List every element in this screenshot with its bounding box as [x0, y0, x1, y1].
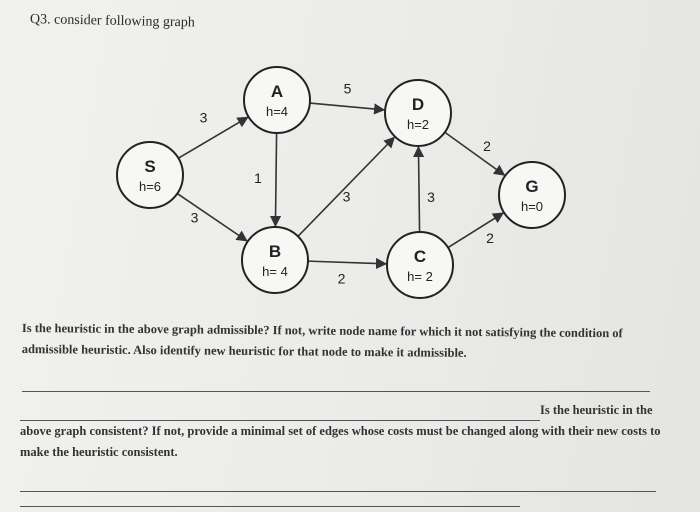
- node-heuristic-C: h= 2: [407, 269, 433, 284]
- node-A: [244, 67, 310, 133]
- answer-line-1: [22, 391, 650, 392]
- question-title: Q3. consider following graph: [29, 12, 195, 31]
- edge-cost-S-A: 3: [199, 109, 208, 126]
- edge-cost-A-D: 5: [343, 80, 352, 97]
- node-C: [387, 232, 453, 298]
- edge-cost-S-B: 3: [190, 209, 199, 226]
- node-heuristic-D: h=2: [406, 117, 430, 132]
- edge-cost-B-C: 2: [337, 270, 346, 287]
- node-name-A: A: [270, 82, 284, 101]
- node-D: [385, 80, 451, 146]
- node-heuristic-S: h=6: [138, 179, 162, 194]
- consistency-question: [20, 400, 670, 463]
- edge-cost-B-D: 3: [342, 188, 351, 205]
- edge-B-D: [298, 137, 394, 236]
- node-S: [117, 142, 183, 208]
- node-heuristic-G: h=0: [520, 199, 544, 214]
- node-name-B: B: [268, 242, 282, 261]
- answer-line-3: [20, 491, 656, 492]
- edge-B-C: [308, 261, 386, 264]
- node-heuristic-A: h=4: [265, 104, 289, 119]
- node-name-G: G: [525, 177, 539, 196]
- edge-cost-D-G: 2: [483, 138, 491, 154]
- edge-C-D: [418, 147, 419, 232]
- edge-A-D: [310, 103, 384, 110]
- node-G: [499, 162, 565, 228]
- edge-S-A: [178, 117, 247, 158]
- consistency-lead-text: Is the heuristic in: [540, 403, 633, 417]
- node-name-S: S: [144, 157, 156, 176]
- edge-C-G: [448, 213, 503, 247]
- admissibility-question: Is the heuristic in the above graph admissible? If not, write node name for which it not satisfying the condition of admissible heuristic. Also identify new heuristic for that node to make it admissible.: [21, 320, 623, 360]
- node-B: [242, 227, 308, 293]
- answer-line-2: [20, 406, 540, 421]
- node-name-C: C: [413, 247, 427, 266]
- edge-D-G: [445, 132, 505, 175]
- node-heuristic-B: h= 4: [262, 264, 288, 279]
- edge-cost-C-D: 3: [427, 189, 435, 205]
- node-name-D: D: [411, 95, 425, 114]
- edge-S-B: [177, 194, 247, 241]
- edge-cost-C-G: 2: [486, 230, 494, 246]
- edge-A-B: [275, 133, 276, 226]
- consistency-rest-text: the above graph consistent? If not, provide a minimal set of edges whose costs must be changed along with their new costs to make the heuristic consistent.: [20, 403, 661, 459]
- edge-cost-A-B: 1: [254, 170, 262, 186]
- answer-line-4: [20, 506, 520, 507]
